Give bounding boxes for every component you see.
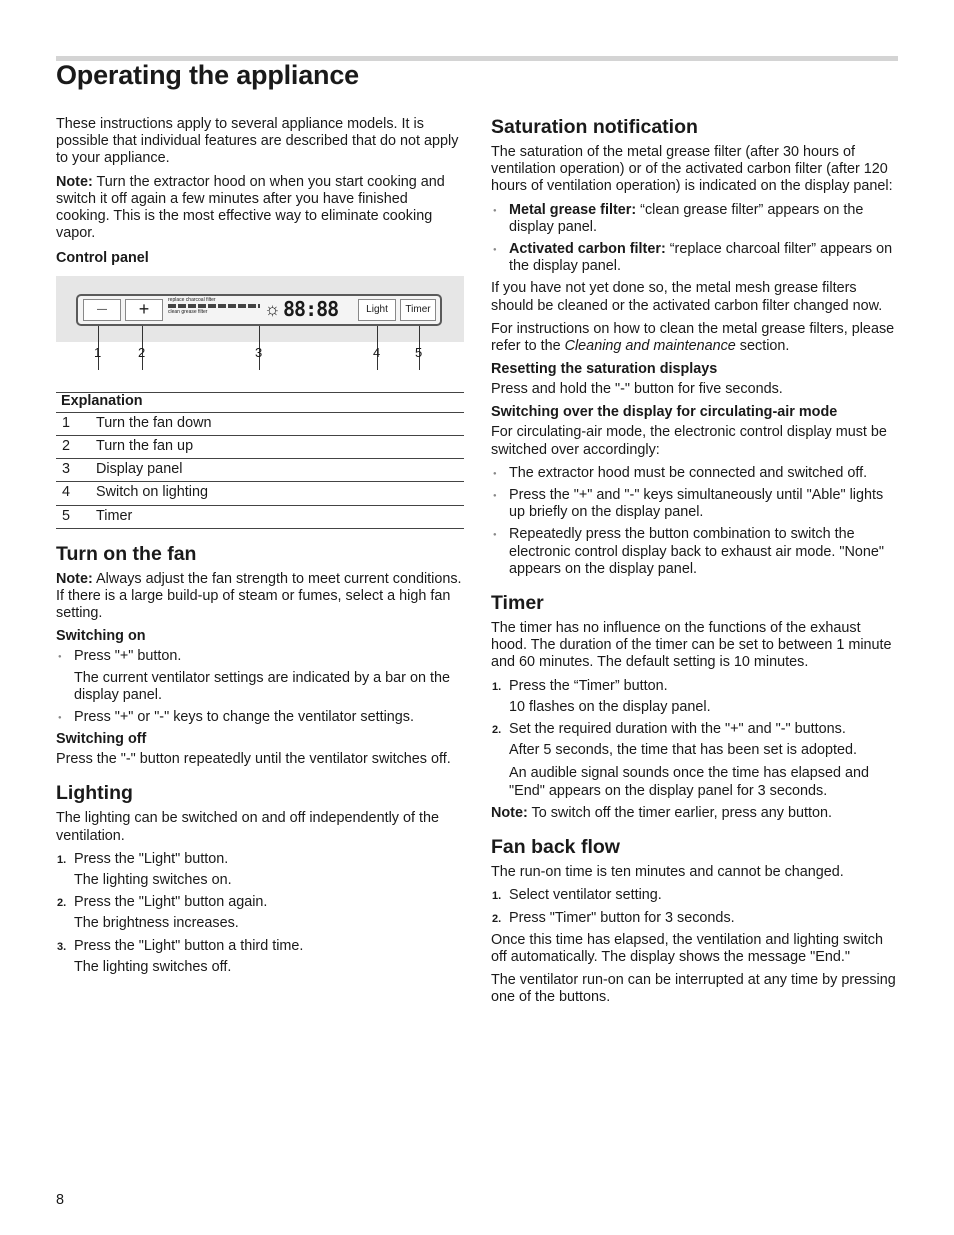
step-number: 2. [492,912,502,925]
fan-note-label: Note: [56,570,93,587]
step-text: Press the "Light" button. [74,850,229,867]
table-row [56,412,464,435]
list-item [56,938,464,976]
circulating-air-list [491,465,899,578]
step-number: 3. [57,940,67,953]
step-result: After 5 seconds, the time that has been set is adopted. [509,742,857,759]
list-item: ● Repeatedly press the button combination to switch the electronic control display back to exhaust air mode. "None" appears on the display panel. [491,526,899,578]
step-text: Press the "Light" button again. [74,894,268,911]
metal-grease-label: Metal grease filter: [509,201,637,218]
resetting-heading: Resetting the saturation displays [491,361,718,378]
clean-grease-text: clean grease filter [168,308,208,315]
carbon-filter-text: “replace charcoal filter” appears on the display panel. [509,241,893,275]
saturation-para-2-b: section. [735,338,790,355]
list-item-text: Press "+" or "-" keys to change the ventilator settings. [74,709,414,726]
fan-note-text: Always adjust the fan strength to meet current conditions. If there is a large build-up of steam or fumes, select a high fan setting. [56,570,462,622]
callout-number-2: 2 [138,344,146,360]
row-text: Display panel [90,459,464,482]
note-paragraph [56,174,464,243]
row-text: Timer [90,505,464,528]
step-text: Press "Timer" button for 3 seconds. [509,909,735,926]
list-item [491,910,899,927]
saturation-para-2 [491,321,899,355]
table-row [56,505,464,528]
intro-paragraph: These instructions apply to several appliance models. It is possible that individual features are described that do not apply to your appliance. [56,116,459,167]
list-item [56,851,464,889]
lighting-steps [56,851,464,976]
carbon-filter-label: Activated carbon filter: [509,241,666,258]
saturation-para-2-a: For instructions on how to clean the metal grease filters, please refer to the [491,320,895,355]
table-row [56,436,464,459]
left-column [56,116,464,981]
circulating-air-heading: Switching over the display for circulating-air mode [491,404,838,421]
switching-on-heading: Switching on [56,628,146,645]
list-item-subtext: The current ventilator settings are indicated by a bar on the display panel. [74,669,450,703]
saturation-heading: Saturation notification [491,116,698,138]
note-text: Turn the extractor hood on when you start cooking and switch it off again a few minutes after you have finished cooking. This is the most effective way to eliminate cooking vapor. [56,173,445,242]
callout-number-4: 4 [373,344,381,360]
row-number: 2 [56,436,90,459]
list-item-text: Press "+" button. [74,648,182,665]
page-title: Operating the appliance [56,60,359,90]
turn-on-fan-heading: Turn on the fan [56,542,197,565]
step-result: The lighting switches on. [74,872,232,889]
switching-off-heading: Switching off [56,731,147,748]
timer-note-label: Note: [491,804,528,821]
step-number: 1. [492,680,502,693]
step-number: 1. [492,890,502,903]
step-result: The brightness increases. [74,915,239,932]
list-item [491,202,899,236]
table-row [56,459,464,482]
metal-grease-text: “clean grease filter” appears on the display panel. [509,201,864,235]
backflow-para-2: The ventilator run-on can be interrupted at any time by pressing one of the buttons. [491,972,896,1006]
right-column [491,116,899,1013]
callout-lines [56,342,464,384]
row-number: 5 [56,505,90,528]
circulating-air-intro: For circulating-air mode, the electronic control display must be switched over accordingly: [491,424,887,458]
switching-on-list [56,648,464,726]
step-text: Set the required duration with the "+" and "-" buttons. [509,721,846,738]
light-button-icon: Light [358,299,396,321]
saturation-para-1: If you have not yet done so, the metal mesh grease filters should be cleaned or the activated carbon filter changed now. [491,280,883,314]
page-number: 8 [56,1192,65,1208]
resetting-text: Press and hold the "-" button for five seconds. [491,381,783,398]
plus-button-icon: + [125,299,163,321]
step-text: Select ventilator setting. [509,887,662,904]
saturation-intro: The saturation of the metal grease filter (after 30 hours of ventilation operation) or of the activated carbon filter (after 120 hours of ventilation operation) is indicated on the display panel: [491,144,893,195]
step-text: Press the "Light" button a third time. [74,937,304,954]
timer-note-text: To switch off the timer earlier, press any button. [531,804,833,821]
step-result: An audible signal sounds once the time has elapsed and "End" appears on the display panel for 3 seconds. [509,765,870,799]
replace-charcoal-text: replace charcoal filter [168,296,216,303]
step-text: Press the “Timer” button. [509,677,668,694]
seven-segment-display: 88:88 [283,296,339,321]
step-result: The lighting switches off. [74,958,232,975]
step-number: 2. [492,724,502,737]
step-result: 10 flashes on the display panel. [509,698,711,715]
timer-note-paragraph [491,805,899,822]
light-bulb-icon: ☼ [264,298,281,319]
note-label: Note: [56,173,93,190]
control-panel-heading: Control panel [56,250,149,267]
timer-steps [491,678,899,800]
row-number: 1 [56,412,90,435]
row-number: 3 [56,459,90,482]
backflow-intro: The run-on time is ten minutes and cannot be changed. [491,864,844,881]
fan-level-bar [168,304,260,308]
list-item: ● Press the "+" and "-" keys simultaneously until "Able" lights up briefly on the display panel. [491,487,899,521]
callout-number-1: 1 [94,344,102,360]
fan-back-flow-heading: Fan back flow [491,836,620,859]
list-item [56,709,464,726]
callout-number-3: 3 [255,344,263,360]
step-number: 2. [57,897,67,910]
saturation-list [491,202,899,276]
list-item: ● The extractor hood must be connected and switched off. [491,465,899,482]
backflow-para-1: Once this time has elapsed, the ventilation and lighting switch off automatically. The display shows the message "End." [491,931,883,965]
lighting-intro: The lighting can be switched on and off independently of the ventilation. [56,810,439,844]
callout-number-5: 5 [415,344,423,360]
list-item [491,678,899,716]
list-item [491,721,899,800]
filter-indicator [168,297,260,315]
control-panel-strip [76,294,442,326]
switching-off-text: Press the "-" button repeatedly until the ventilator switches off. [56,751,451,768]
list-item [56,894,464,932]
step-number: 1. [57,853,67,866]
cleaning-maintenance-ref: Cleaning and maintenance [564,338,736,355]
explanation-heading: Explanation [56,392,464,412]
table-row [56,482,464,505]
list-item [56,648,464,704]
row-text: Turn the fan up [90,436,464,459]
row-number: 4 [56,482,90,505]
fan-note-paragraph [56,571,464,623]
row-text: Turn the fan down [90,412,464,435]
timer-heading: Timer [491,592,544,615]
list-item [491,887,899,904]
backflow-steps [491,887,899,926]
control-panel-illustration [56,276,464,342]
timer-button-icon: Timer [400,299,436,321]
timer-intro: The timer has no influence on the functions of the exhaust hood. The duration of the timer can be set to between 1 minute and 60 minutes. The default setting is 10 minutes. [491,620,892,671]
list-item [491,241,899,275]
minus-button-icon: — [83,299,121,321]
lighting-heading: Lighting [56,782,133,805]
explanation-table [56,392,464,529]
row-text: Switch on lighting [90,482,464,505]
